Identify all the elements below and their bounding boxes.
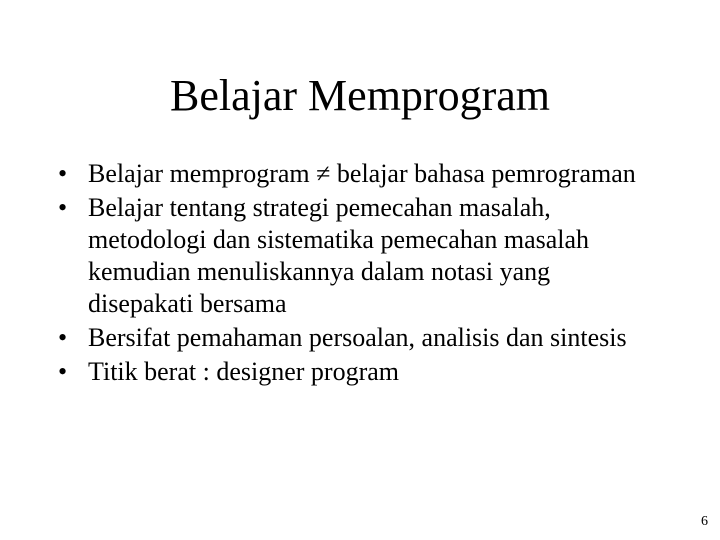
bullet-icon: • bbox=[58, 159, 68, 188]
bullet-icon: • bbox=[58, 357, 68, 386]
bullet-item bbox=[58, 192, 658, 320]
bullet-text: Belajar tentang strategi pemecahan masalah, metodologi dan sistematika pemecahan masalah kemudian menuliskannya dalam notasi yang disepakati bersama bbox=[88, 193, 590, 318]
bullet-text: Bersifat pemahaman persoalan, analisis dan sintesis bbox=[88, 323, 627, 352]
slide-title: Belajar Memprogram bbox=[170, 71, 550, 120]
bullet-icon: • bbox=[58, 323, 68, 352]
bullet-text: Titik berat : designer program bbox=[88, 357, 399, 386]
page-number: 6 bbox=[701, 514, 708, 529]
bullet-text: Belajar memprogram ≠ belajar bahasa pemrograman bbox=[88, 159, 636, 188]
bullet-item bbox=[58, 322, 658, 354]
bullet-item bbox=[58, 158, 658, 190]
bullet-icon: • bbox=[58, 193, 68, 222]
bullet-item bbox=[58, 356, 658, 388]
bullet-list bbox=[58, 158, 658, 390]
